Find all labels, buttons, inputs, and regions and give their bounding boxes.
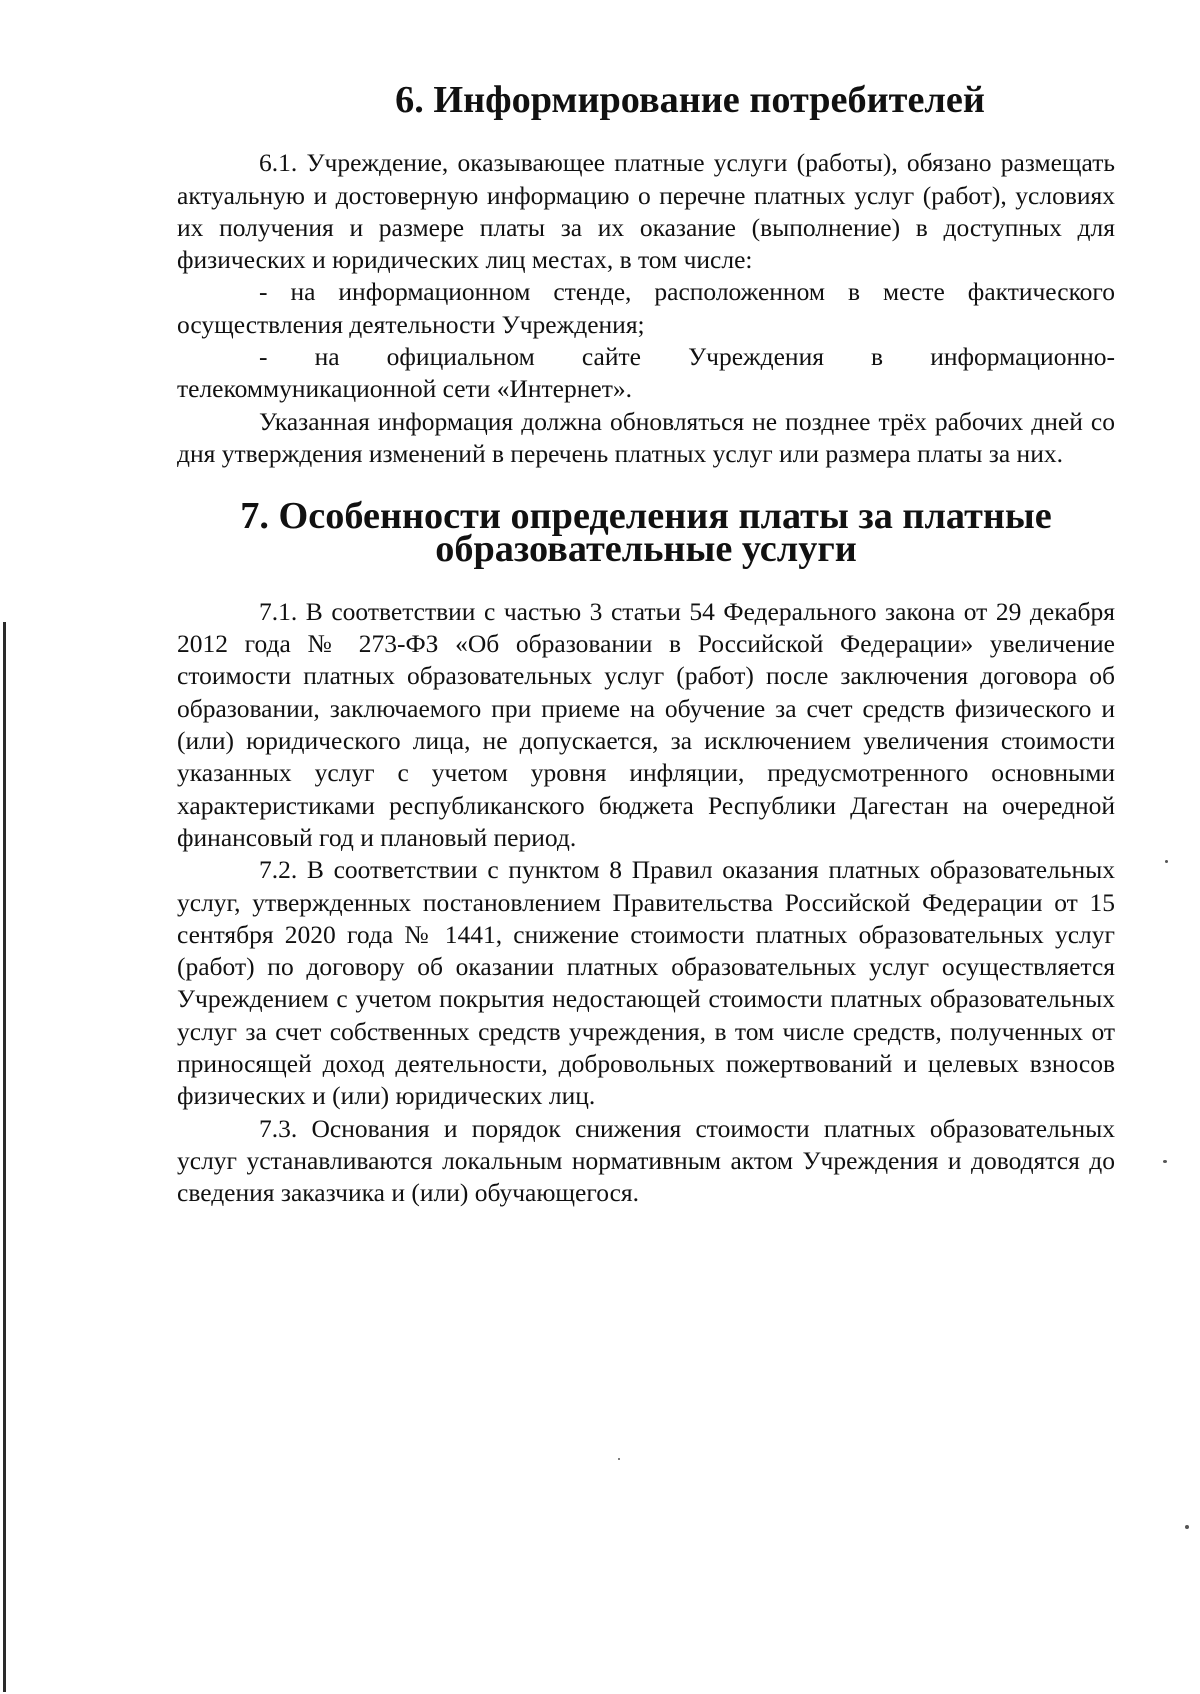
paragraph-6-1-stand: - на информационном стенде, расположенном в месте фактического осуществления деятельности Учреждения; xyxy=(177,277,1115,339)
paragraph-6-1: 6.1. Учреждение, оказывающее платные услуги (работы), обязано размещать актуальную и достоверную информацию о перечне платных услуг (работ), условиях их получения и размере платы за их оказание (выполнение) в доступных для физических и юридических лиц местах, в том числе: xyxy=(177,148,1115,275)
scan-speck xyxy=(618,1458,620,1460)
section-7-heading: 7. Особенности определения платы за платные образовательные услуги xyxy=(240,495,1052,570)
scan-edge-line xyxy=(3,622,6,1692)
document-page xyxy=(177,79,1115,1210)
paragraph-7-2: 7.2. В соответствии с пунктом 8 Правил оказания платных образовательных услуг, утвержденных постановлением Правительства Российской Федерации от 15 сентября 2020 года № 1441, снижение стоимости платных образовательных услуг (работ) по договору об оказании платных образовательных услуг осуществляется Учреждением с учетом покрытия недостающей стоимости платных образовательных услуг за счет собственных средств учреждения, в том числе средств, полученных от приносящей доход деятельности, добровольных пожертвований и целевых взносов физических и (или) юридических лиц. xyxy=(177,855,1115,1111)
section-6-heading: 6. Информирование потребителей xyxy=(395,79,985,121)
scan-speck xyxy=(1165,860,1168,863)
scan-speck xyxy=(1185,1525,1189,1529)
paragraph-7-3: 7.3. Основания и порядок снижения стоимости платных образовательных услуг устанавливаются локальным нормативным актом Учреждения и доводятся до сведения заказчика и (или) обучающегося. xyxy=(177,1113,1115,1208)
paragraph-6-1-website: - на официальном сайте Учреждения в информационно-телекоммуникационной сети «Интернет». xyxy=(177,342,1115,404)
paragraph-6-update: Указанная информация должна обновляться не позднее трёх рабочих дней со дня утверждения изменений в перечень платных услуг или размера платы за них. xyxy=(177,406,1115,468)
paragraph-7-1: 7.1. В соответствии с частью 3 статьи 54 Федерального закона от 29 декабря 2012 года № 273-ФЗ «Об образовании в Российской Федерации» увеличение стоимости платных образовательных услуг (работ) после заключения договора об образовании, заключаемого при приеме на обучение за счет средств физического и (или) юридического лица, не допускается, за исключением увеличения стоимости указанных услуг с учетом уровня инфляции, предусмотренного основными характеристиками республиканского бюджета Республики Дагестан на очередной финансовый год и плановый период. xyxy=(177,596,1115,852)
scan-speck xyxy=(1163,1160,1167,1163)
